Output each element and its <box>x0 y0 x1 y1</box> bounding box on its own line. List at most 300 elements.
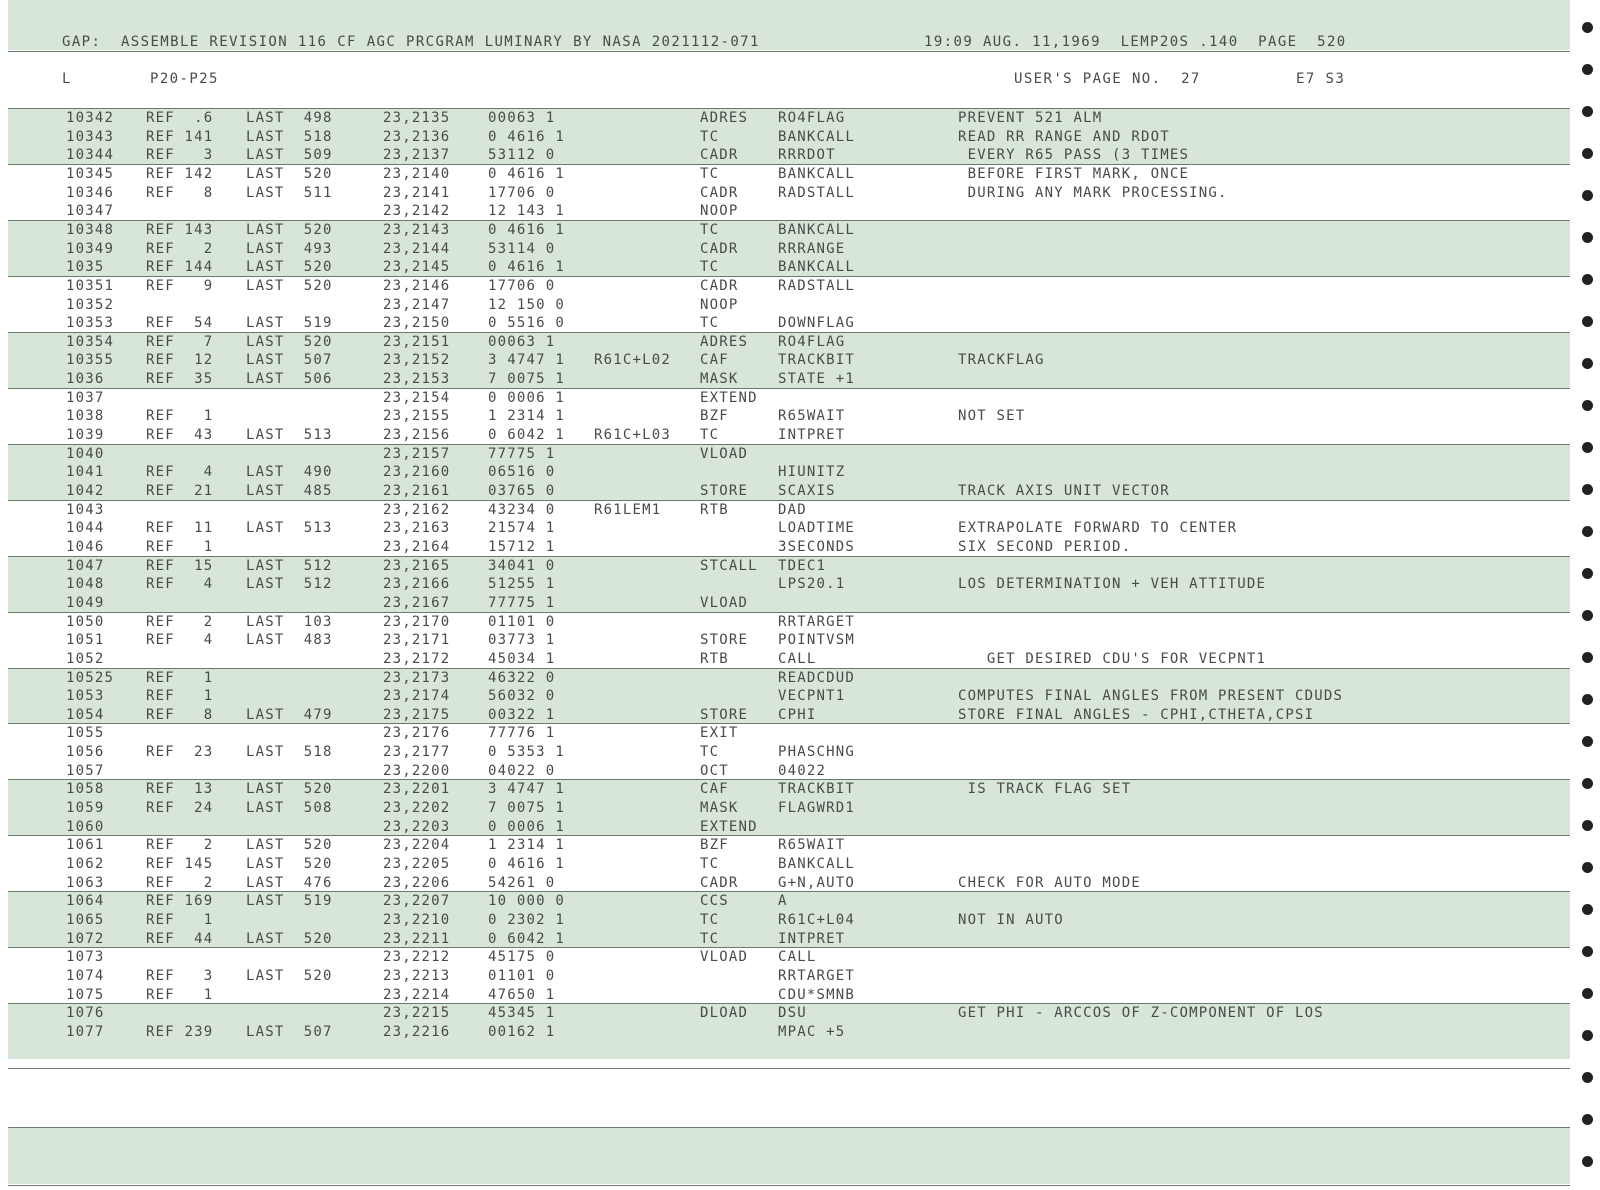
band-rule <box>8 108 1570 109</box>
last-ref: LAST 520 <box>246 967 333 984</box>
footer-rule-3 <box>8 1185 1570 1186</box>
band-rule <box>8 444 1570 445</box>
opcode: DLOAD <box>700 1005 749 1022</box>
line-number: 1072 <box>66 930 105 947</box>
octal-word: 56032 0 <box>488 688 556 705</box>
opcode: VLOAD <box>700 949 749 966</box>
ref-count: REF 12 <box>146 352 214 369</box>
opcode: TC <box>700 165 720 182</box>
octal-word: 46322 0 <box>488 669 556 686</box>
address: 23,2213 <box>383 967 451 984</box>
line-number: 10348 <box>66 221 115 238</box>
octal-word: 54261 0 <box>488 874 556 891</box>
assembly-title: GAP: ASSEMBLE REVISION 116 CF AGC PRCGRAM LUMINARY BY NASA 2021112-071 <box>62 34 760 50</box>
opcode: CADR <box>700 240 739 257</box>
line-number: 1064 <box>66 893 105 910</box>
opcode: VLOAD <box>700 594 749 611</box>
address: 23,2142 <box>383 203 451 220</box>
line-number: 10347 <box>66 203 115 220</box>
opcode: TC <box>700 427 720 444</box>
opcode: RTB <box>700 650 729 667</box>
line-number: 1075 <box>66 986 105 1003</box>
opcode: CAF <box>700 352 729 369</box>
comment: IS TRACK FLAG SET <box>958 781 1132 798</box>
address: 23,2172 <box>383 650 451 667</box>
line-number: 1048 <box>66 576 105 593</box>
ref-count: REF 2 <box>146 240 214 257</box>
comment: GET DESIRED CDU'S FOR VECPNT1 <box>958 650 1267 667</box>
octal-word: 0 4616 1 <box>488 165 566 182</box>
opcode: BZF <box>700 837 729 854</box>
operand: R65WAIT <box>778 408 846 425</box>
comment: TRACK AXIS UNIT VECTOR <box>958 483 1170 499</box>
opcode: NOOP <box>700 203 739 220</box>
line-number: 1054 <box>66 706 105 723</box>
ref-count: REF 1 <box>146 669 214 686</box>
last-ref: LAST 103 <box>246 613 333 630</box>
feed-hole <box>1582 778 1593 789</box>
address: 23,2141 <box>383 184 451 201</box>
address: 23,2170 <box>383 613 451 630</box>
last-ref: LAST 520 <box>246 837 333 854</box>
octal-word: 06516 0 <box>488 464 556 481</box>
comment: GET PHI - ARCCOS OF Z-COMPONENT OF LOS <box>958 1005 1324 1022</box>
opcode: TC <box>700 259 720 276</box>
address: 23,2143 <box>383 221 451 238</box>
print-timestamp-page: 19:09 AUG. 11,1969 LEMP20S .140 PAGE 520 <box>924 34 1347 50</box>
opcode: STORE <box>700 632 749 649</box>
band-rule <box>8 668 1570 669</box>
ref-count: REF 13 <box>146 781 214 798</box>
operand: DSU <box>778 1005 807 1022</box>
ref-count: REF 4 <box>146 576 214 593</box>
opcode: MASK <box>700 800 739 817</box>
line-number: 10352 <box>66 296 115 313</box>
address: 23,2153 <box>383 371 451 388</box>
octal-word: 0 6042 1 <box>488 930 566 947</box>
ref-count: REF 3 <box>146 147 214 164</box>
feed-hole <box>1582 274 1593 285</box>
symbol-label: R61C+L02 <box>594 352 672 369</box>
octal-word: 03773 1 <box>488 632 556 649</box>
octal-word: 47650 1 <box>488 986 556 1003</box>
ref-count: REF 2 <box>146 613 214 630</box>
band-rule <box>8 164 1570 165</box>
section-name: P20-P25 <box>150 71 219 87</box>
address: 23,2164 <box>383 538 451 555</box>
address: 23,2211 <box>383 930 451 947</box>
comment: NOT SET <box>958 408 1026 425</box>
comment: CHECK FOR AUTO MODE <box>958 874 1141 891</box>
opcode: TC <box>700 315 720 332</box>
line-number: 10349 <box>66 240 115 257</box>
address: 23,2150 <box>383 315 451 332</box>
opcode: TC <box>700 744 720 761</box>
address: 23,2156 <box>383 427 451 444</box>
last-ref: LAST 518 <box>246 744 333 761</box>
ref-count: REF 1 <box>146 986 214 1003</box>
opcode: EXIT <box>700 725 739 742</box>
last-ref: LAST 498 <box>246 110 333 126</box>
band-rule <box>8 891 1570 892</box>
symbol-label: R61LEM1 <box>594 501 662 518</box>
address: 23,2151 <box>383 333 451 350</box>
ref-count: REF 8 <box>146 184 214 201</box>
ref-count: REF 143 <box>146 221 214 238</box>
feed-hole <box>1582 148 1593 159</box>
line-number: 10343 <box>66 128 115 145</box>
line-number: 1065 <box>66 911 105 928</box>
operand: CPHI <box>778 706 817 723</box>
feed-hole <box>1582 22 1593 33</box>
line-number: 1057 <box>66 762 105 779</box>
octal-word: 01101 0 <box>488 613 556 630</box>
line-number: 10355 <box>66 352 115 369</box>
last-ref: LAST 520 <box>246 333 333 350</box>
line-number: 10351 <box>66 277 115 294</box>
ref-count: REF 144 <box>146 259 214 276</box>
address: 23,2135 <box>383 110 451 126</box>
last-ref: LAST 520 <box>246 165 333 182</box>
address: 23,2167 <box>383 594 451 611</box>
last-ref: LAST 476 <box>246 874 333 891</box>
band-rule <box>8 835 1570 836</box>
address: 23,2154 <box>383 389 451 406</box>
ref-count: REF 2 <box>146 837 214 854</box>
operand: 3SECONDS <box>778 538 856 555</box>
last-ref: LAST 520 <box>246 221 333 238</box>
last-ref: LAST 513 <box>246 427 333 444</box>
feed-hole <box>1582 400 1593 411</box>
octal-word: 15712 1 <box>488 538 556 555</box>
opcode: MASK <box>700 371 739 388</box>
line-number: 1038 <box>66 408 105 425</box>
octal-word: 77775 1 <box>488 594 556 611</box>
last-ref: LAST 520 <box>246 259 333 276</box>
ref-count: REF 141 <box>146 128 214 145</box>
band-rule <box>8 1003 1570 1004</box>
operand: RRRDOT <box>778 147 836 164</box>
line-number: 1077 <box>66 1023 105 1040</box>
line-number: 1041 <box>66 464 105 481</box>
opcode: TC <box>700 128 720 145</box>
octal-word: 00322 1 <box>488 706 556 723</box>
octal-word: 43234 0 <box>488 501 556 518</box>
octal-word: 03765 0 <box>488 483 556 499</box>
band-rule <box>8 947 1570 948</box>
octal-word: 12 150 0 <box>488 296 566 313</box>
address: 23,2216 <box>383 1023 451 1040</box>
opcode: EXTEND <box>700 389 758 406</box>
comment: STORE FINAL ANGLES - CPHI,CTHETA,CPSI <box>958 706 1315 723</box>
line-number: 1049 <box>66 594 105 611</box>
feed-hole <box>1582 190 1593 201</box>
feed-hole <box>1582 484 1593 495</box>
opcode: STORE <box>700 706 749 723</box>
opcode: TC <box>700 911 720 928</box>
band-rule <box>8 388 1570 389</box>
address: 23,2162 <box>383 501 451 518</box>
octal-word: 53114 0 <box>488 240 556 257</box>
ref-count: REF 7 <box>146 333 214 350</box>
line-number: 10354 <box>66 333 115 350</box>
header-rule <box>8 51 1570 52</box>
address: 23,2176 <box>383 725 451 742</box>
feed-hole <box>1582 610 1593 621</box>
ref-count: REF .6 <box>146 110 214 126</box>
octal-word: 3 4747 1 <box>488 781 566 798</box>
address: 23,2155 <box>383 408 451 425</box>
address: 23,2207 <box>383 893 451 910</box>
feed-hole <box>1582 988 1593 999</box>
opcode: CADR <box>700 277 739 294</box>
address: 23,2140 <box>383 165 451 182</box>
line-number: 1040 <box>66 445 105 462</box>
line-number: 10345 <box>66 165 115 182</box>
last-ref: LAST 512 <box>246 576 333 593</box>
octal-word: 45345 1 <box>488 1005 556 1022</box>
comment: DURING ANY MARK PROCESSING. <box>958 184 1228 201</box>
address: 23,2144 <box>383 240 451 257</box>
line-number: 1074 <box>66 967 105 984</box>
octal-word: 21574 1 <box>488 520 556 537</box>
last-ref: LAST 520 <box>246 930 333 947</box>
feed-hole <box>1582 1030 1593 1041</box>
operand: SCAXIS <box>778 483 836 499</box>
address: 23,2173 <box>383 669 451 686</box>
band-rule <box>8 332 1570 333</box>
last-ref: LAST 520 <box>246 781 333 798</box>
operand: LPS20.1 <box>778 576 846 593</box>
line-number: 1053 <box>66 688 105 705</box>
octal-word: 77775 1 <box>488 445 556 462</box>
line-number: 1036 <box>66 371 105 388</box>
address: 23,2212 <box>383 949 451 966</box>
operand: CDU*SMNB <box>778 986 856 1003</box>
address: 23,2210 <box>383 911 451 928</box>
footer-rule-1 <box>8 1068 1570 1069</box>
operand: PHASCHNG <box>778 744 856 761</box>
line-number: 1046 <box>66 538 105 555</box>
ref-count: REF 142 <box>146 165 214 182</box>
opcode: BZF <box>700 408 729 425</box>
ref-count: REF 145 <box>146 856 214 872</box>
line-number: 1055 <box>66 725 105 742</box>
line-number: 10525 <box>66 669 115 686</box>
octal-word: 0 2302 1 <box>488 911 566 928</box>
band-rule <box>8 220 1570 221</box>
octal-word: 00063 1 <box>488 333 556 350</box>
feed-hole <box>1582 1114 1593 1125</box>
line-number: 1076 <box>66 1005 105 1022</box>
ref-count: REF 44 <box>146 930 214 947</box>
band-rule <box>8 276 1570 277</box>
octal-word: 00162 1 <box>488 1023 556 1040</box>
ref-count: REF 239 <box>146 1023 214 1040</box>
octal-word: 0 5516 0 <box>488 315 566 332</box>
opcode: TC <box>700 930 720 947</box>
address: 23,2214 <box>383 986 451 1003</box>
ref-count: REF 1 <box>146 538 214 555</box>
last-ref: LAST 519 <box>246 893 333 910</box>
feed-hole <box>1582 862 1593 873</box>
address: 23,2147 <box>383 296 451 313</box>
operand: RO4FLAG <box>778 110 846 126</box>
address: 23,2160 <box>383 464 451 481</box>
listing-marker: L <box>62 71 72 87</box>
feed-hole <box>1582 736 1593 747</box>
band-rule <box>8 612 1570 613</box>
octal-word: 77776 1 <box>488 725 556 742</box>
octal-word: 34041 0 <box>488 557 556 574</box>
line-number: 1060 <box>66 818 105 835</box>
band-rule <box>8 779 1570 780</box>
line-number: 1050 <box>66 613 105 630</box>
line-number: 1052 <box>66 650 105 667</box>
operand: 04022 <box>778 762 827 779</box>
octal-word: 53112 0 <box>488 147 556 164</box>
opcode: CCS <box>700 893 729 910</box>
octal-word: 0 4616 1 <box>488 221 566 238</box>
opcode: CADR <box>700 184 739 201</box>
address: 23,2165 <box>383 557 451 574</box>
last-ref: LAST 485 <box>246 483 333 499</box>
operand: R65WAIT <box>778 837 846 854</box>
opcode: NOOP <box>700 296 739 313</box>
ref-count: REF 23 <box>146 744 214 761</box>
last-ref: LAST 520 <box>246 856 333 872</box>
address: 23,2215 <box>383 1005 451 1022</box>
comment: NOT IN AUTO <box>958 911 1064 928</box>
last-ref: LAST 513 <box>246 520 333 537</box>
operand: STATE +1 <box>778 371 856 388</box>
operand: CALL <box>778 949 817 966</box>
comment: EXTRAPOLATE FORWARD TO CENTER <box>958 520 1238 537</box>
footer-rule-2 <box>8 1127 1570 1128</box>
ref-count: REF 2 <box>146 874 214 891</box>
octal-word: 0 0006 1 <box>488 389 566 406</box>
feed-hole <box>1582 946 1593 957</box>
ref-count: REF 169 <box>146 893 214 910</box>
feed-hole <box>1582 652 1593 663</box>
operand: BANKCALL <box>778 128 856 145</box>
comment: LOS DETERMINATION + VEH ATTITUDE <box>958 576 1267 593</box>
last-ref: LAST 490 <box>246 464 333 481</box>
operand: RRRANGE <box>778 240 846 257</box>
octal-word: 17706 0 <box>488 184 556 201</box>
ref-count: REF 35 <box>146 371 214 388</box>
operand: FLAGWRD1 <box>778 800 856 817</box>
octal-word: 3 4747 1 <box>488 352 566 369</box>
operand: MPAC +5 <box>778 1023 846 1040</box>
band-rule <box>8 500 1570 501</box>
ref-count: REF 24 <box>146 800 214 817</box>
ref-count: REF 4 <box>146 632 214 649</box>
opcode: ADRES <box>700 333 749 350</box>
operand: RADSTALL <box>778 277 856 294</box>
feed-hole <box>1582 526 1593 537</box>
address: 23,2171 <box>383 632 451 649</box>
ref-count: REF 8 <box>146 706 214 723</box>
opcode: CAF <box>700 781 729 798</box>
octal-word: 0 6042 1 <box>488 427 566 444</box>
octal-word: 7 0075 1 <box>488 371 566 388</box>
octal-word: 0 5353 1 <box>488 744 566 761</box>
last-ref: LAST 511 <box>246 184 333 201</box>
opcode: STCALL <box>700 557 758 574</box>
last-ref: LAST 483 <box>246 632 333 649</box>
operand: BANKCALL <box>778 856 856 872</box>
opcode: OCT <box>700 762 729 779</box>
operand: DOWNFLAG <box>778 315 856 332</box>
ref-count: REF 21 <box>146 483 214 499</box>
octal-word: 17706 0 <box>488 277 556 294</box>
ref-count: REF 1 <box>146 408 214 425</box>
comment: READ RR RANGE AND RDOT <box>958 128 1170 145</box>
line-number: 1061 <box>66 837 105 854</box>
operand: BANKCALL <box>778 165 856 182</box>
operand: HIUNITZ <box>778 464 846 481</box>
line-number: 1047 <box>66 557 105 574</box>
last-ref: LAST 507 <box>246 1023 333 1040</box>
line-number: 1056 <box>66 744 105 761</box>
line-number: 10346 <box>66 184 115 201</box>
opcode: STORE <box>700 483 749 499</box>
line-number: 1073 <box>66 949 105 966</box>
last-ref: LAST 506 <box>246 371 333 388</box>
page-code: E7 S3 <box>1296 71 1346 87</box>
comment: SIX SECOND PERIOD. <box>958 538 1132 555</box>
address: 23,2202 <box>383 800 451 817</box>
comment: BEFORE FIRST MARK, ONCE <box>958 165 1190 182</box>
feed-hole <box>1582 904 1593 915</box>
operand: CALL <box>778 650 817 667</box>
last-ref: LAST 520 <box>246 277 333 294</box>
ref-count: REF 1 <box>146 688 214 705</box>
line-number: 1062 <box>66 856 105 872</box>
operand: POINTVSM <box>778 632 856 649</box>
ref-count: REF 11 <box>146 520 214 537</box>
last-ref: LAST 509 <box>246 147 333 164</box>
octal-word: 0 4616 1 <box>488 259 566 276</box>
octal-word: 0 0006 1 <box>488 818 566 835</box>
operand: LOADTIME <box>778 520 856 537</box>
ref-count: REF 15 <box>146 557 214 574</box>
feed-hole <box>1582 442 1593 453</box>
operand: READCDUD <box>778 669 856 686</box>
operand: A <box>778 893 788 910</box>
address: 23,2137 <box>383 147 451 164</box>
address: 23,2206 <box>383 874 451 891</box>
operand: INTPRET <box>778 930 846 947</box>
last-ref: LAST 507 <box>246 352 333 369</box>
octal-word: 10 000 0 <box>488 893 566 910</box>
address: 23,2157 <box>383 445 451 462</box>
octal-word: 45034 1 <box>488 650 556 667</box>
opcode: EXTEND <box>700 818 758 835</box>
feed-hole <box>1582 106 1593 117</box>
line-number: 1058 <box>66 781 105 798</box>
address: 23,2166 <box>383 576 451 593</box>
line-number: 1043 <box>66 501 105 518</box>
last-ref: LAST 519 <box>246 315 333 332</box>
octal-word: 0 4616 1 <box>488 128 566 145</box>
comment: PREVENT 521 ALM <box>958 110 1103 126</box>
ref-count: REF 54 <box>146 315 214 332</box>
symbol-label: R61C+L03 <box>594 427 672 444</box>
line-number: 1037 <box>66 389 105 406</box>
line-number: 1044 <box>66 520 105 537</box>
